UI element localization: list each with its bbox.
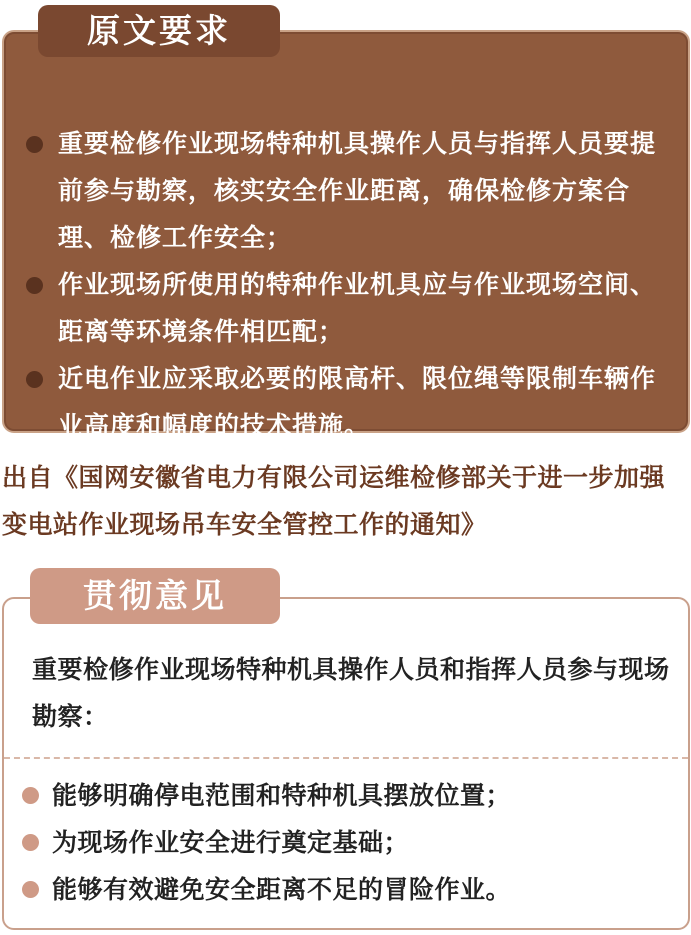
bullet-dot-icon <box>26 371 43 388</box>
requirements-title: 原文要求 <box>38 5 280 57</box>
opinion-intro: 重要检修作业现场特种机具操作人员和指挥人员参与现场勘察： <box>32 655 670 731</box>
opinion-item <box>0 866 691 913</box>
dashed-divider <box>4 757 688 759</box>
opinion-text: 能够有效避免安全距离不足的冒险作业。 <box>52 875 512 904</box>
source-citation: 出自《国网安徽省电力有限公司运维检修部关于进一步加强变电站作业现场吊车安全管控工作的通知》 <box>2 463 666 539</box>
requirements-panel <box>2 30 690 440</box>
requirement-text: 重要检修作业现场特种机具操作人员与指挥人员要提前参与勘察，核实安全作业距离，确保检修方案合理、检修工作安全； <box>58 129 657 252</box>
bullet-dot-icon <box>22 787 39 804</box>
requirements-list <box>4 120 688 449</box>
opinion-text: 为现场作业安全进行奠定基础； <box>52 828 410 857</box>
bullet-dot-icon <box>26 277 43 294</box>
opinion-item <box>0 819 691 866</box>
bullet-dot-icon <box>22 881 39 898</box>
requirement-item <box>4 355 688 449</box>
opinion-item <box>0 772 691 819</box>
opinion-list <box>0 772 691 913</box>
requirement-item <box>4 120 688 261</box>
requirement-item <box>4 261 688 355</box>
bullet-dot-icon <box>26 136 43 153</box>
requirement-text: 近电作业应采取必要的限高杆、限位绳等限制车辆作业高度和幅度的技术措施。 <box>58 364 657 440</box>
opinion-title: 贯彻意见 <box>30 568 280 624</box>
bullet-dot-icon <box>22 834 39 851</box>
requirement-text: 作业现场所使用的特种作业机具应与作业现场空间、距离等环境条件相匹配； <box>58 270 657 346</box>
opinion-text: 能够明确停电范围和特种机具摆放位置； <box>52 781 512 810</box>
